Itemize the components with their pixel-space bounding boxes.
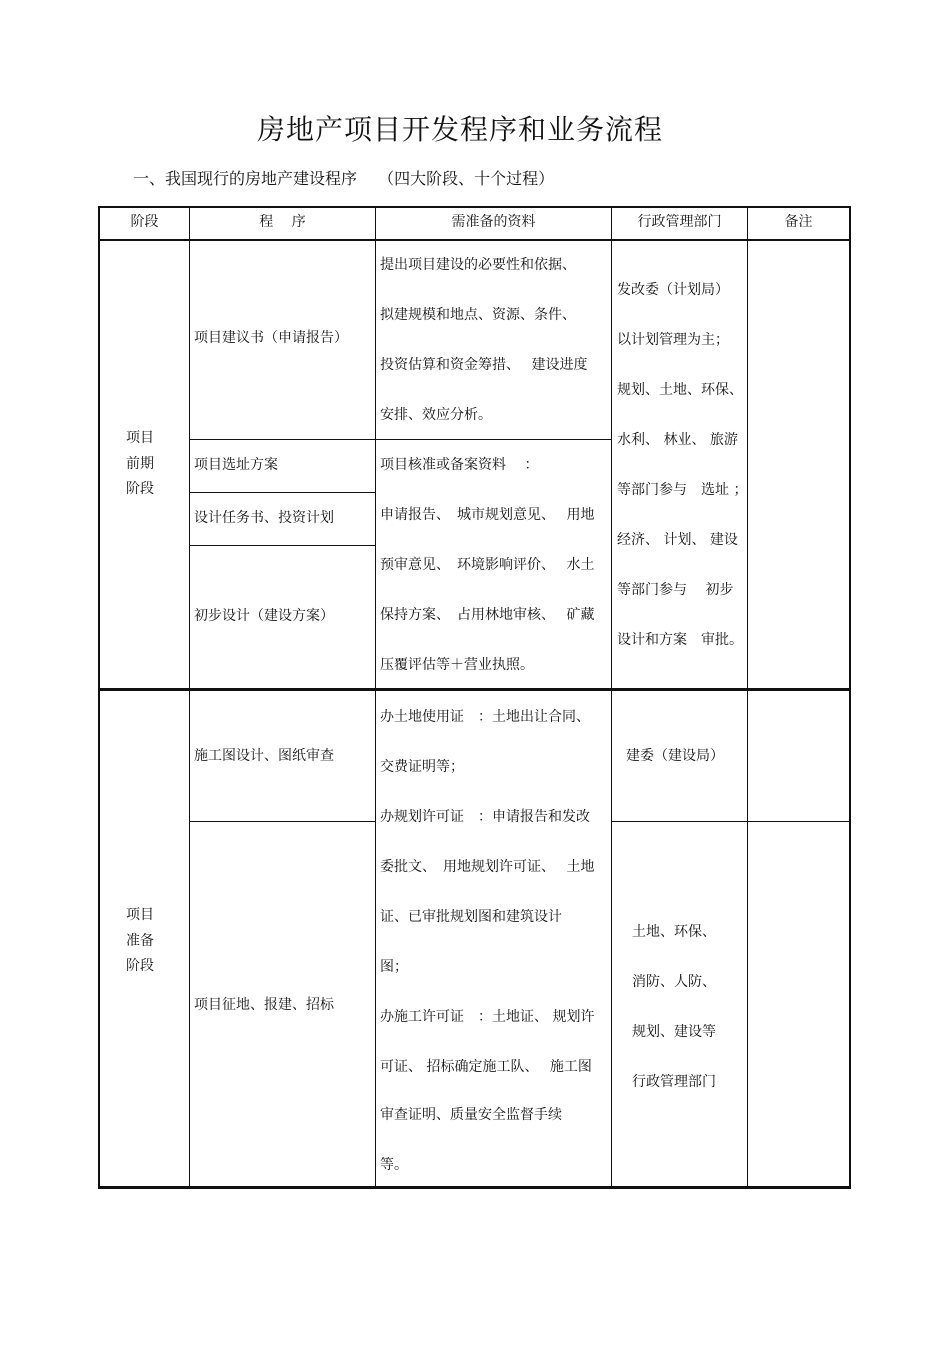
- dept-line: 发改委（计划局）: [617, 282, 729, 298]
- materials-line: 办施工许可证 ：土地证、 规划许: [380, 1009, 595, 1025]
- materials-line: 证、已审批规划图和建筑设计: [380, 909, 562, 925]
- materials-line: 交费证明等；: [380, 759, 464, 775]
- materials-line: 预审意见、 环境影响评价、 水土: [380, 557, 595, 573]
- stage-label-line: 阶段: [126, 958, 154, 974]
- dept-line: 规划、土地、环保、: [617, 382, 743, 398]
- stage-label-line: 阶段: [126, 481, 154, 497]
- materials-line: 办规划许可证 ：申请报告和发改: [380, 809, 590, 825]
- header-remarks: 备注: [784, 214, 813, 230]
- stage-label-line: 准备: [126, 933, 154, 949]
- document-title: 房地产项目开发程序和业务流程: [256, 113, 663, 146]
- materials-line: 办土地使用证 ：土地出让合同、: [380, 709, 590, 725]
- dept-line: 行政管理部门: [632, 1074, 716, 1090]
- procedure-item: 设计任务书、投资计划: [194, 510, 334, 526]
- dept-line: 建委（建设局）: [626, 748, 724, 764]
- materials-line: 等。: [380, 1157, 408, 1173]
- procedure-item: 项目选址方案: [194, 457, 278, 473]
- materials-line: 申请报告、 城市规划意见、 用地: [380, 507, 595, 523]
- materials-line: 安排、效应分析。: [380, 407, 492, 423]
- header-procedure: 程 序: [259, 214, 306, 230]
- stage-label-line: 项目: [126, 907, 154, 923]
- dept-line: 等部门参与 选址 ；: [617, 482, 748, 498]
- header-admin-dept: 行政管理部门: [637, 214, 722, 230]
- materials-line: 可证、 招标确定施工队、 施工图: [380, 1059, 592, 1075]
- procedure-item: 项目征地、报建、招标: [194, 997, 334, 1013]
- dept-line: 以计划管理为主；: [617, 332, 729, 348]
- procedure-item: 施工图设计、图纸审查: [194, 748, 334, 764]
- materials-line: 拟建规模和地点、资源、条件、: [380, 307, 576, 323]
- dept-line: 设计和方案 审批。: [617, 632, 743, 648]
- materials-line: 图；: [380, 959, 408, 975]
- header-materials: 需准备的资料: [451, 214, 536, 230]
- dept-line: 规划、建设等: [632, 1024, 716, 1040]
- header-stage: 阶段: [130, 214, 159, 230]
- stage-label-line: 项目: [126, 430, 154, 446]
- section-heading: 一、我国现行的房地产建设程序 （四大阶段、十个过程）: [133, 169, 555, 188]
- dept-line: 经济、 计划、 建设: [617, 532, 738, 548]
- dept-line: 水利、 林业、 旅游: [617, 432, 738, 448]
- procedure-item: 项目建议书（申请报告）: [194, 330, 348, 346]
- materials-line: 委批文、 用地规划许可证、 土地: [380, 859, 595, 875]
- materials-line: 提出项目建设的必要性和依据、: [380, 257, 576, 273]
- stage-label-line: 前期: [126, 456, 154, 472]
- dept-line: 等部门参与 初步: [617, 582, 734, 598]
- materials-line: 项目核准或备案资料 ：: [380, 457, 539, 473]
- materials-line: 审查证明、质量安全监督手续: [380, 1107, 562, 1123]
- dept-line: 土地、环保、: [632, 924, 716, 940]
- materials-line: 压覆评估等＋营业执照。: [380, 657, 534, 673]
- materials-line: 保持方案、 占用林地审核、 矿藏: [380, 607, 595, 623]
- dept-line: 消防、人防、: [632, 974, 716, 990]
- materials-line: 投资估算和资金筹措、 建设进度: [380, 357, 588, 373]
- procedure-item: 初步设计（建设方案）: [194, 608, 334, 624]
